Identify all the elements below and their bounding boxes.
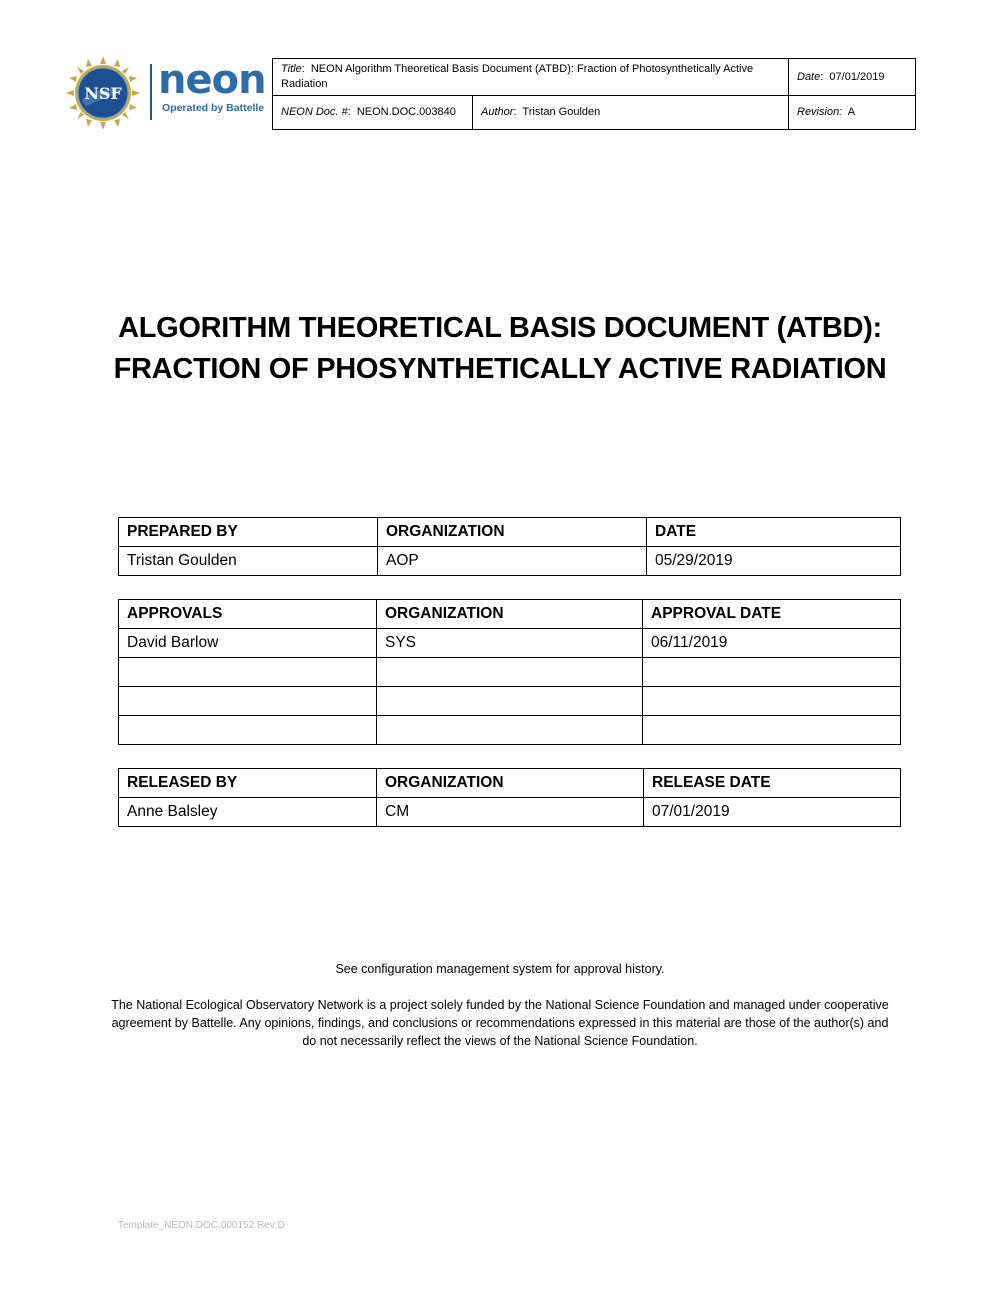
approver-organization xyxy=(377,658,643,687)
organization-header: ORGANIZATION xyxy=(377,769,644,798)
header-date-cell: Date: 07/01/2019 xyxy=(789,59,916,96)
header-revision-label: Revision: xyxy=(797,106,843,118)
approval-date xyxy=(643,658,901,687)
header-date-value: 07/01/2019 xyxy=(829,70,885,83)
neon-wordmark: neon xyxy=(158,57,266,103)
table-row xyxy=(119,716,901,745)
table-header-row xyxy=(119,518,901,547)
table-row xyxy=(119,658,901,687)
header-revision-value: A xyxy=(847,106,856,118)
prepared-date: 05/29/2019 xyxy=(647,547,901,576)
approvals-table xyxy=(118,599,901,745)
header-revision-cell xyxy=(789,96,916,130)
document-title-line-2: FRACTION OF PHOSYNTHETICALLY ACTIVE RADIATION xyxy=(113,353,887,385)
organization-header: ORGANIZATION xyxy=(377,600,643,629)
approval-history-note: See configuration management system for approval history. xyxy=(335,962,665,976)
header-doc-value: NEON.DOC.003840 xyxy=(356,106,456,118)
approval-date-header: APPROVAL DATE xyxy=(643,600,901,629)
prepared-by-table xyxy=(118,517,901,576)
funding-disclaimer: The National Ecological Observatory Network is a project solely funded by the National Science Foundation and managed under cooperative agreement by Battelle. Any opinions, findings, and conclusions or recommendations expressed in this material are those of the author(s) and do not necessarily reflect the views of the National Science Foundation. xyxy=(111,998,889,1048)
document-title xyxy=(60,308,940,390)
table-header-row xyxy=(119,600,901,629)
approver-name xyxy=(119,687,377,716)
document-title-line-1: ALGORITHM THEORETICAL BASIS DOCUMENT (ATBD): xyxy=(118,312,882,344)
approver-name xyxy=(119,658,377,687)
approval-date xyxy=(643,687,901,716)
approver-organization: SYS xyxy=(377,629,643,658)
table-row xyxy=(119,629,901,658)
header-doc-cell: NEON Doc. #: NEON.DOC.003840 xyxy=(273,96,473,130)
header-title-value: NEON Algorithm Theoretical Basis Document (ATBD): Fraction of Photosynthetically Active Radiation xyxy=(281,63,754,90)
header-doc-label: NEON Doc. # xyxy=(281,106,348,118)
header-author-label: Author xyxy=(481,106,514,118)
preparer-name: Tristan Goulden xyxy=(119,547,378,576)
approver-organization xyxy=(377,716,643,745)
table-row xyxy=(119,687,901,716)
organization-header: ORGANIZATION xyxy=(378,518,647,547)
approver-name xyxy=(119,716,377,745)
nsf-seal-text: NSF xyxy=(84,84,122,103)
releaser-name: Anne Balsley xyxy=(119,798,377,827)
table-row xyxy=(119,547,901,576)
preparer-organization: AOP xyxy=(378,547,647,576)
nsf-seal-logo xyxy=(66,56,140,130)
header-title-cell: Title: NEON Algorithm Theoretical Basis Document (ATBD): Fraction of Photosynthetically Active Radiation xyxy=(273,59,789,96)
header-info-table xyxy=(272,58,916,130)
logo-divider xyxy=(150,64,152,120)
approver-organization xyxy=(377,687,643,716)
approval-date: 06/11/2019 xyxy=(643,629,901,658)
releaser-organization: CM xyxy=(377,798,644,827)
header-author-value: Tristan Goulden xyxy=(522,106,601,118)
date-header: DATE xyxy=(647,518,901,547)
table-row xyxy=(119,798,901,827)
header-author-cell: Author: Tristan Goulden xyxy=(473,96,789,130)
approvals-header: APPROVALS xyxy=(119,600,377,629)
approval-date xyxy=(643,716,901,745)
prepared-by-header: PREPARED BY xyxy=(119,518,378,547)
header-title-label: Title xyxy=(281,63,302,75)
released-by-table xyxy=(118,768,901,827)
released-by-header: RELEASED BY xyxy=(119,769,377,798)
table-header-row xyxy=(119,769,901,798)
release-date-header: RELEASE DATE xyxy=(644,769,901,798)
header-logo xyxy=(66,56,270,130)
release-date: 07/01/2019 xyxy=(644,798,901,827)
approver-name: David Barlow xyxy=(119,629,377,658)
header-date-label: Date xyxy=(797,70,821,83)
template-identifier: Template_NEON.DOC.000152 Rev D xyxy=(118,1220,285,1231)
neon-tagline: Operated by Battelle xyxy=(162,102,265,114)
